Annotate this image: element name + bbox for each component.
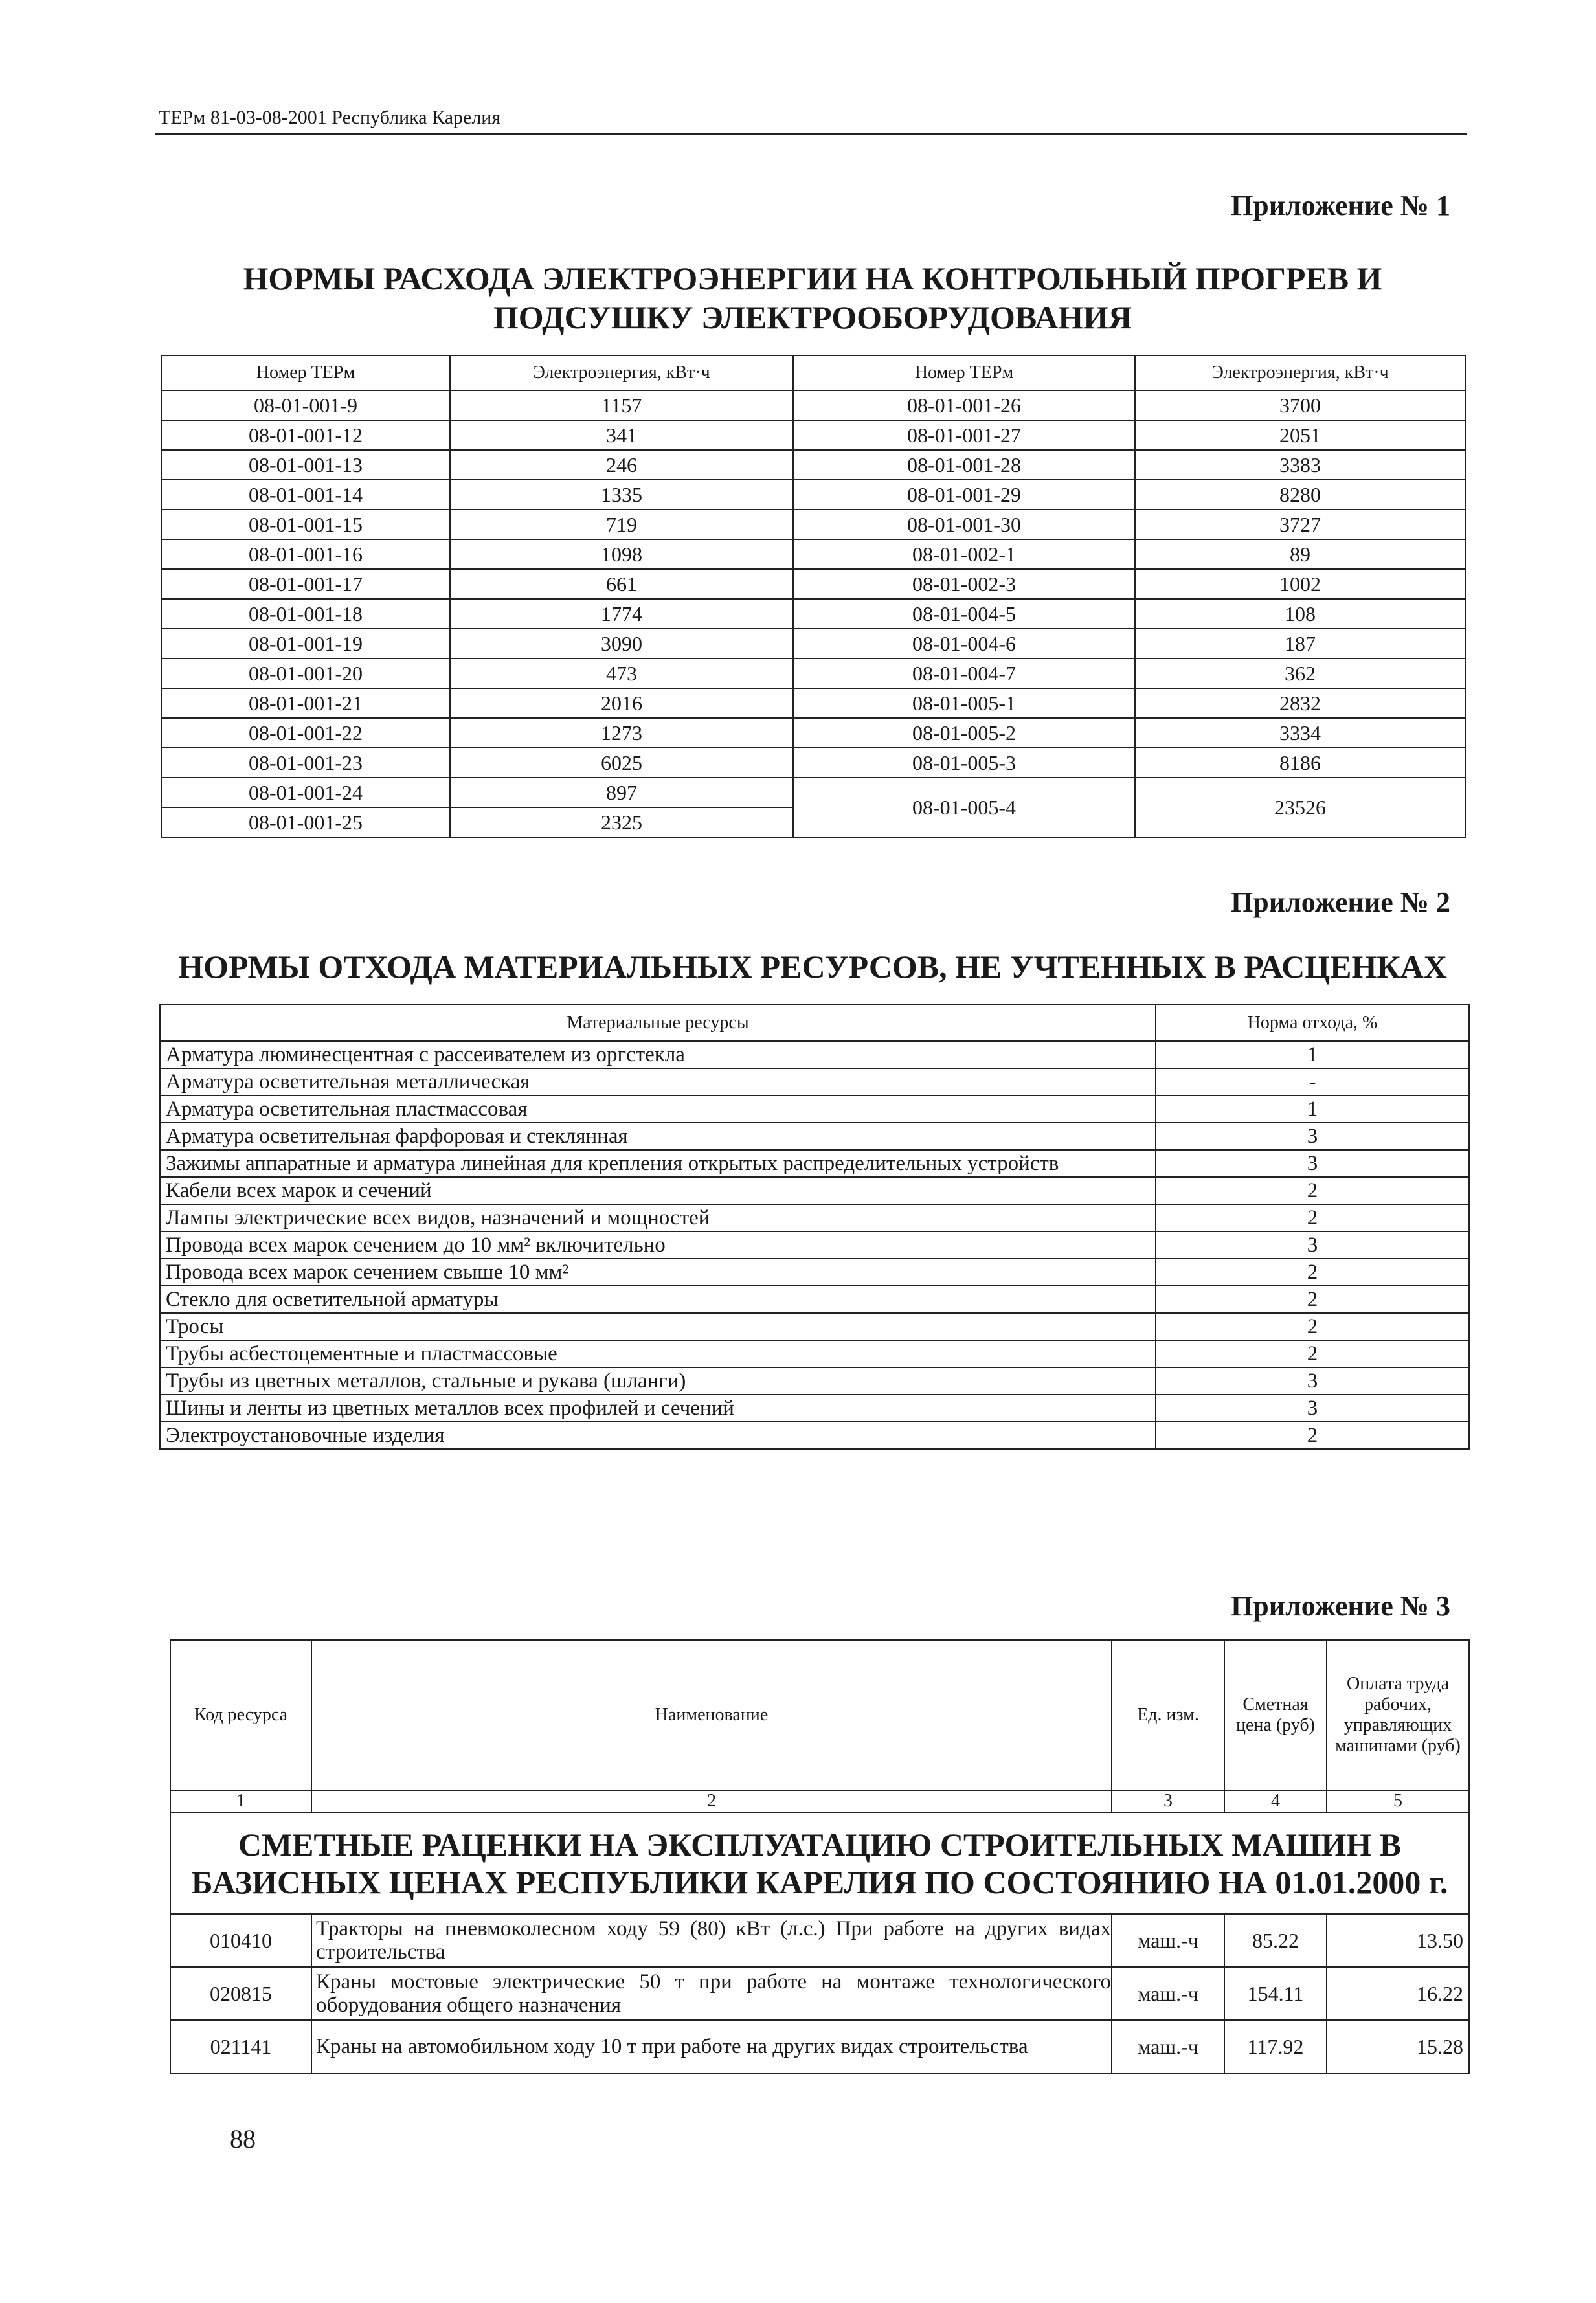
material-name: Кабели всех марок и сечений	[160, 1177, 1156, 1204]
cell: 2051	[1135, 420, 1465, 450]
cell: 6025	[450, 748, 793, 778]
material-name: Зажимы аппаратные и арматура линейная для крепления открытых распределительных устройств	[160, 1150, 1156, 1177]
cell: 08-01-001-20	[161, 658, 450, 688]
cell: 2325	[450, 807, 793, 837]
cell: 8186	[1135, 748, 1465, 778]
table-row	[160, 1367, 1469, 1395]
cell: 08-01-002-1	[793, 539, 1135, 569]
cell: 3383	[1135, 450, 1465, 480]
table-row	[160, 1286, 1469, 1313]
table-row	[161, 748, 1465, 778]
material-name: Арматура осветительная металлическая	[160, 1068, 1156, 1095]
table-header-row	[170, 1640, 1469, 1790]
cell: 08-01-001-27	[793, 420, 1135, 450]
material-name: Лампы электрические всех видов, назначений и мощностей	[160, 1204, 1156, 1231]
unit: маш.-ч	[1112, 2020, 1224, 2073]
waste-percent: 3	[1156, 1367, 1469, 1395]
cell: 08-01-005-4	[793, 778, 1135, 837]
cell: 1157	[450, 390, 793, 420]
table-row	[161, 718, 1465, 748]
cell: 3090	[450, 629, 793, 658]
resource-name: Тракторы на пневмоколесном ходу 59 (80) кВт (л.с.) При работе на других видах строительства	[311, 1914, 1112, 1967]
col-header: Номер ТЕРм	[793, 355, 1135, 390]
appendix-1-title-line1: НОРМЫ РАСХОДА ЭЛЕКТРОЭНЕРГИИ НА КОНТРОЛЬНЫЙ ПРОГРЕВ И	[243, 260, 1382, 297]
table-row	[161, 390, 1465, 420]
cell: 8280	[1135, 480, 1465, 510]
resource-code: 021141	[170, 2020, 311, 2073]
waste-norms-table	[159, 1004, 1470, 1450]
table-row	[160, 1095, 1469, 1123]
table-row	[170, 2020, 1469, 2073]
col-number: 3	[1112, 1790, 1224, 1812]
col-number: 5	[1327, 1790, 1469, 1812]
cell: 08-01-001-19	[161, 629, 450, 658]
unit: маш.-ч	[1112, 1914, 1224, 1967]
col-header: Материальные ресурсы	[160, 1005, 1156, 1041]
col-number: 1	[170, 1790, 311, 1812]
waste-percent: 3	[1156, 1123, 1469, 1150]
waste-percent: 2	[1156, 1286, 1469, 1313]
cell: 08-01-001-24	[161, 778, 450, 807]
table-row	[160, 1340, 1469, 1367]
cell: 08-01-001-9	[161, 390, 450, 420]
material-name: Тросы	[160, 1313, 1156, 1340]
waste-percent: 2	[1156, 1313, 1469, 1340]
table-row	[160, 1313, 1469, 1340]
column-numbers-row	[170, 1790, 1469, 1812]
appendix-3-label: Приложение № 3	[1231, 1590, 1450, 1622]
price: 85.22	[1224, 1914, 1327, 1967]
table-row	[161, 480, 1465, 510]
table-row	[170, 1967, 1469, 2020]
cell: 08-01-001-15	[161, 510, 450, 539]
cell: 1774	[450, 599, 793, 629]
table-row	[161, 599, 1465, 629]
cell: 08-01-005-1	[793, 688, 1135, 718]
cell: 08-01-004-7	[793, 658, 1135, 688]
wage: 13.50	[1327, 1914, 1469, 1967]
table-row	[161, 688, 1465, 718]
material-name: Трубы из цветных металлов, стальные и рукава (шланги)	[160, 1367, 1156, 1395]
table-row	[161, 778, 1465, 807]
table-row	[160, 1204, 1469, 1231]
cell: 08-01-001-22	[161, 718, 450, 748]
cell: 473	[450, 658, 793, 688]
material-name: Арматура осветительная пластмассовая	[160, 1095, 1156, 1123]
cell: 2016	[450, 688, 793, 718]
material-name: Провода всех марок сечением свыше 10 мм²	[160, 1259, 1156, 1286]
appendix-1-label: Приложение № 1	[1231, 190, 1450, 221]
col-number: 4	[1224, 1790, 1327, 1812]
col-header: Электроэнергия, кВт·ч	[1135, 355, 1465, 390]
wage: 16.22	[1327, 1967, 1469, 2020]
cell: 897	[450, 778, 793, 807]
cell: 719	[450, 510, 793, 539]
col-header-unit: Ед. изм.	[1112, 1640, 1224, 1790]
cell: 08-01-001-29	[793, 480, 1135, 510]
cell: 23526	[1135, 778, 1465, 837]
cell: 08-01-001-30	[793, 510, 1135, 539]
waste-percent: 2	[1156, 1422, 1469, 1449]
cell: 08-01-001-25	[161, 807, 450, 837]
section-title-cell	[170, 1812, 1469, 1914]
waste-percent: 1	[1156, 1095, 1469, 1123]
cell: 3700	[1135, 390, 1465, 420]
waste-percent: 2	[1156, 1204, 1469, 1231]
header-rule	[155, 133, 1467, 135]
waste-percent: 3	[1156, 1150, 1469, 1177]
table-header-row	[160, 1005, 1469, 1041]
material-name: Стекло для осветительной арматуры	[160, 1286, 1156, 1313]
material-name: Электроустановочные изделия	[160, 1422, 1156, 1449]
waste-percent: -	[1156, 1068, 1469, 1095]
price: 117.92	[1224, 2020, 1327, 2073]
cell: 1335	[450, 480, 793, 510]
energy-norms-table	[161, 355, 1466, 838]
table-row	[161, 510, 1465, 539]
cell: 08-01-001-17	[161, 569, 450, 599]
table-row	[170, 1914, 1469, 1967]
table-header-row	[161, 355, 1465, 390]
table-row	[160, 1422, 1469, 1449]
col-header: Электроэнергия, кВт·ч	[450, 355, 793, 390]
cell: 187	[1135, 629, 1465, 658]
waste-percent: 2	[1156, 1177, 1469, 1204]
table-row	[161, 629, 1465, 658]
cell: 08-01-004-6	[793, 629, 1135, 658]
cell: 108	[1135, 599, 1465, 629]
material-name: Шины и ленты из цветных металлов всех профилей и сечений	[160, 1395, 1156, 1422]
cell: 3727	[1135, 510, 1465, 539]
appendix-2-title: НОРМЫ ОТХОДА МАТЕРИАЛЬНЫХ РЕСУРСОВ, НЕ УЧТЕННЫХ В РАСЦЕНКАХ	[178, 949, 1447, 985]
table-row	[160, 1123, 1469, 1150]
table-row	[160, 1259, 1469, 1286]
page-number: 88	[230, 2124, 256, 2153]
col-number: 2	[311, 1790, 1112, 1812]
table-row	[160, 1231, 1469, 1259]
appendix-3-title: СМЕТНЫЕ РАЦЕНКИ НА ЭКСПЛУАТАЦИЮ СТРОИТЕЛЬНЫХ МАШИН В БАЗИСНЫХ ЦЕНАХ РЕСПУБЛИКИ КАРЕЛИЯ ПО СОСТОЯНИЮ НА 01.01.2000 г.	[191, 1826, 1448, 1900]
section-title-row	[170, 1812, 1469, 1914]
cell: 89	[1135, 539, 1465, 569]
table-row	[161, 420, 1465, 450]
table-row	[161, 450, 1465, 480]
appendix-1-title-line2: ПОДСУШКУ ЭЛЕКТРООБОРУДОВАНИЯ	[493, 299, 1132, 335]
table-row	[160, 1395, 1469, 1422]
waste-percent: 1	[1156, 1041, 1469, 1068]
col-header: Номер ТЕРм	[161, 355, 450, 390]
table-row	[160, 1150, 1469, 1177]
table-row	[161, 539, 1465, 569]
waste-percent: 2	[1156, 1259, 1469, 1286]
col-header-wage: Оплата труда рабочих, управляющих машинами (руб)	[1327, 1640, 1469, 1790]
material-name: Арматура осветительная фарфоровая и стеклянная	[160, 1123, 1156, 1150]
material-name: Провода всех марок сечением до 10 мм² включительно	[160, 1231, 1156, 1259]
cell: 246	[450, 450, 793, 480]
cell: 08-01-001-26	[793, 390, 1135, 420]
cell: 661	[450, 569, 793, 599]
resource-name: Краны мостовые электрические 50 т при работе на монтаже технологического оборудования общего назначения	[311, 1967, 1112, 2020]
cell: 08-01-001-12	[161, 420, 450, 450]
cell: 08-01-001-14	[161, 480, 450, 510]
wage: 15.28	[1327, 2020, 1469, 2073]
cell: 08-01-005-3	[793, 748, 1135, 778]
cell: 08-01-001-28	[793, 450, 1135, 480]
resource-code: 010410	[170, 1914, 311, 1967]
waste-norms-body	[160, 1041, 1469, 1449]
cell: 08-01-004-5	[793, 599, 1135, 629]
appendix-2-label: Приложение № 2	[1231, 886, 1450, 918]
table-row	[160, 1177, 1469, 1204]
cell: 2832	[1135, 688, 1465, 718]
material-name: Трубы асбестоцементные и пластмассовые	[160, 1340, 1156, 1367]
col-header-code: Код ресурса	[170, 1640, 311, 1790]
col-header: Норма отхода, %	[1156, 1005, 1469, 1041]
cell: 08-01-005-2	[793, 718, 1135, 748]
cell: 08-01-001-23	[161, 748, 450, 778]
running-header: ТЕРм 81-03-08-2001 Республика Карелия	[159, 107, 501, 128]
cell: 341	[450, 420, 793, 450]
cell: 3334	[1135, 718, 1465, 748]
table-row	[161, 569, 1465, 599]
cell: 08-01-001-21	[161, 688, 450, 718]
machine-rates-body	[170, 1914, 1469, 2073]
cell: 08-01-002-3	[793, 569, 1135, 599]
cell: 08-01-001-18	[161, 599, 450, 629]
table-row	[161, 658, 1465, 688]
material-name: Арматура люминесцентная с рассеивателем из оргстекла	[160, 1041, 1156, 1068]
cell: 362	[1135, 658, 1465, 688]
waste-percent: 2	[1156, 1340, 1469, 1367]
table-row	[160, 1041, 1469, 1068]
waste-percent: 3	[1156, 1395, 1469, 1422]
col-header-name: Наименование	[311, 1640, 1112, 1790]
waste-percent: 3	[1156, 1231, 1469, 1259]
col-header-price: Сметная цена (руб)	[1224, 1640, 1327, 1790]
cell: 08-01-001-16	[161, 539, 450, 569]
resource-code: 020815	[170, 1967, 311, 2020]
table-row	[160, 1068, 1469, 1095]
cell: 1098	[450, 539, 793, 569]
energy-norms-body	[161, 390, 1465, 778]
machine-rates-table	[170, 1639, 1470, 2074]
resource-name: Краны на автомобильном ходу 10 т при работе на других видах строительства	[311, 2020, 1112, 2073]
cell: 1002	[1135, 569, 1465, 599]
unit: маш.-ч	[1112, 1967, 1224, 2020]
cell: 08-01-001-13	[161, 450, 450, 480]
cell: 1273	[450, 718, 793, 748]
energy-norms-last-rows	[161, 778, 1465, 837]
price: 154.11	[1224, 1967, 1327, 2020]
appendix-1-title	[155, 259, 1470, 337]
